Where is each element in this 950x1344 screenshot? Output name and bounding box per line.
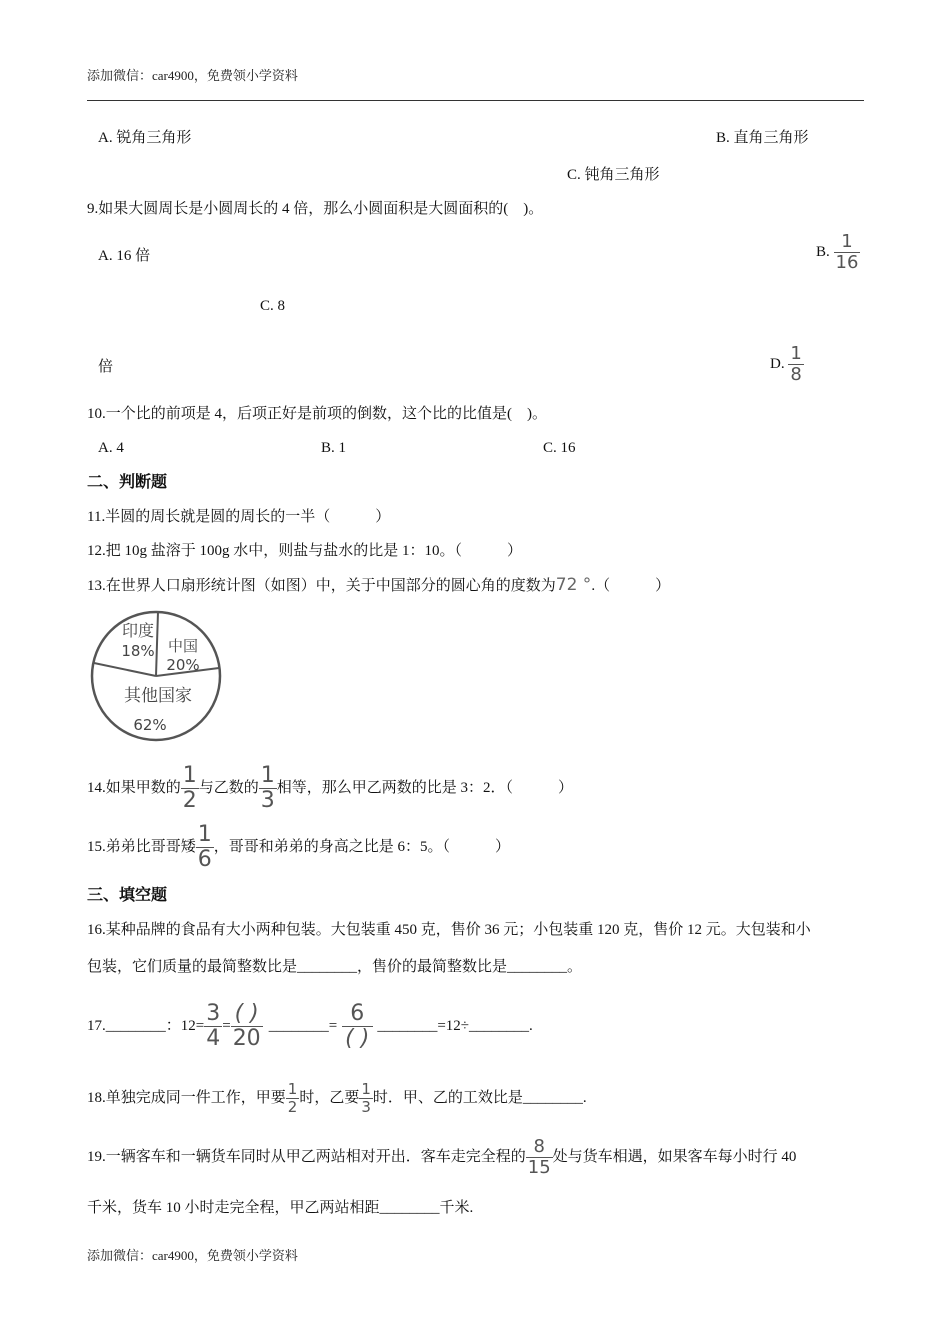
q9-option-d-fraction xyxy=(788,345,803,384)
q8-option-b: B. 直角三角形 xyxy=(716,130,809,146)
population-pie-chart xyxy=(86,606,226,746)
fraction-numerator: 1 xyxy=(197,822,212,848)
q14-part-3: 相等，那么甲乙两数的比是 3：2．（ ） xyxy=(276,780,574,796)
fraction-denominator: 3 xyxy=(260,788,275,814)
section-judgement-title: 二、判断题 xyxy=(87,472,168,491)
q14-fraction-2 xyxy=(259,765,277,812)
q17-fraction-2 xyxy=(231,1003,263,1050)
q19-part-1: 19.一辆客车和一辆货车同时从甲乙两站相对开出．客车走完全程的 xyxy=(87,1149,526,1165)
fraction-denominator: 3 xyxy=(361,1098,371,1117)
pie-label-china: 中国 xyxy=(167,637,199,655)
fraction-numerator: 1 xyxy=(287,1080,298,1099)
q10-option-b: B. 1 xyxy=(321,440,347,456)
q17-text xyxy=(87,990,533,1062)
fraction-numerator: ( ) xyxy=(234,1001,259,1027)
q18-text xyxy=(87,1074,587,1122)
q17-fraction-1 xyxy=(204,1003,222,1050)
q15-fraction xyxy=(196,824,214,871)
q9-option-b-label: B. xyxy=(816,244,830,260)
q13-text-after: .（ ） xyxy=(591,578,671,594)
page-header: 添加微信：car4900，免费领小学资料 xyxy=(87,68,298,83)
fraction-numerator: 3 xyxy=(206,1001,221,1027)
q17-fraction-3 xyxy=(343,1003,371,1050)
pie-value-india: 18% xyxy=(121,642,155,660)
fraction-numerator: 1 xyxy=(841,231,853,253)
q12-text: 12.把 10g 盐溶于 100g 水中，则盐与盐水的比是 1：10。（ ） xyxy=(87,543,523,559)
q9-text: 9.如果大圆周长是小圆周长的 4 倍，那么小圆面积是大圆面积的( )。 xyxy=(87,201,544,217)
fraction-numerator: 1 xyxy=(361,1080,371,1099)
q13-degree: 72 ° xyxy=(555,575,592,595)
q9-option-b-fraction xyxy=(834,233,861,272)
q19-line-1 xyxy=(87,1133,796,1181)
q10-option-a: A. 4 xyxy=(98,440,124,456)
fraction-numerator: 6 xyxy=(350,1001,365,1027)
q9-option-a: A. 16 倍 xyxy=(98,248,151,264)
q18-part-2: 时，乙要 xyxy=(299,1090,360,1106)
fraction-denominator: 15 xyxy=(527,1157,551,1179)
q17-part-1: 17.________：12= xyxy=(87,1018,205,1034)
pie-divider-top xyxy=(156,612,158,676)
q15-text xyxy=(87,821,510,873)
q14-part-2: 与乙数的 xyxy=(198,780,259,796)
header-rule xyxy=(87,100,864,101)
fraction-denominator: ( ) xyxy=(345,1026,370,1052)
fraction-numerator: 1 xyxy=(260,763,275,789)
fraction-denominator: 8 xyxy=(790,364,802,386)
pie-divider-left xyxy=(94,663,156,676)
fraction-denominator: 6 xyxy=(197,847,212,873)
q14-fraction-1 xyxy=(181,765,199,812)
q9-option-c: C. 8 xyxy=(260,298,286,314)
q15-part-1: 15.弟弟比哥哥矮 xyxy=(87,839,196,855)
q19-fraction xyxy=(526,1138,553,1177)
q14-text xyxy=(87,762,573,814)
fraction-denominator: 2 xyxy=(287,1098,298,1117)
q9-option-d-label: D. xyxy=(770,356,785,372)
fraction-denominator: 16 xyxy=(835,252,859,274)
q17-equals: = xyxy=(222,1018,231,1034)
q18-fraction-2 xyxy=(359,1082,373,1115)
q16-line-2: 包装，它们质量的最简整数比是________，售价的最简整数比是________。 xyxy=(87,959,583,975)
page-footer: 添加微信：car4900，免费领小学资料 xyxy=(87,1248,298,1263)
fraction-numerator: 1 xyxy=(182,763,197,789)
pie-label-other: 其他国家 xyxy=(124,686,192,706)
q10-text: 10.一个比的前项是 4，后项正好是前项的倒数，这个比的比值是( )。 xyxy=(87,406,547,422)
q18-part-3: 时．甲、乙的工效比是________. xyxy=(372,1090,587,1106)
pie-label-india: 印度 xyxy=(121,621,155,640)
fraction-denominator: 2 xyxy=(182,788,197,814)
fraction-numerator: 8 xyxy=(533,1136,545,1158)
q8-option-c: C. 钝角三角形 xyxy=(567,167,660,183)
q17-part-3: ________=12÷________. xyxy=(377,1018,533,1034)
q13-text-before: 13.在世界人口扇形统计图（如图）中，关于中国部分的圆心角的度数为 xyxy=(87,578,556,594)
q11-text: 11.半圆的周长就是圆的周长的一半（ ） xyxy=(87,509,391,525)
q15-part-2: ，哥哥和弟弟的身高之比是 6：5。（ ） xyxy=(213,839,511,855)
q16-line-1: 16.某种品牌的食品有大小两种包装。大包装重 450 克，售价 36 元；小包装重 120 克，售价 12 元。大包装和小 xyxy=(87,922,811,938)
q13-text xyxy=(87,575,670,596)
q14-part-1: 14.如果甲数的 xyxy=(87,780,181,796)
section-fill-blank-title: 三、填空题 xyxy=(87,885,168,904)
q10-option-c: C. 16 xyxy=(543,440,576,456)
q19-line-2: 千米，货车 10 小时走完全程，甲乙两站相距________千米. xyxy=(87,1200,474,1216)
q9-option-d xyxy=(770,340,804,388)
q18-part-1: 18.单独完成同一件工作，甲要 xyxy=(87,1090,286,1106)
q19-part-2: 处与货车相遇，如果客车每小时行 40 xyxy=(552,1149,797,1165)
fraction-denominator: 20 xyxy=(232,1026,261,1052)
q9-option-b xyxy=(816,228,860,276)
q18-fraction-1 xyxy=(286,1082,300,1115)
q8-option-a: A. 锐角三角形 xyxy=(98,130,192,146)
q17-part-2: ________= xyxy=(268,1018,338,1034)
fraction-numerator: 1 xyxy=(790,343,802,365)
pie-value-china: 20% xyxy=(166,656,200,674)
fraction-denominator: 4 xyxy=(206,1026,221,1052)
q9-option-c-unit: 倍 xyxy=(98,359,114,375)
pie-value-other: 62% xyxy=(133,716,167,734)
